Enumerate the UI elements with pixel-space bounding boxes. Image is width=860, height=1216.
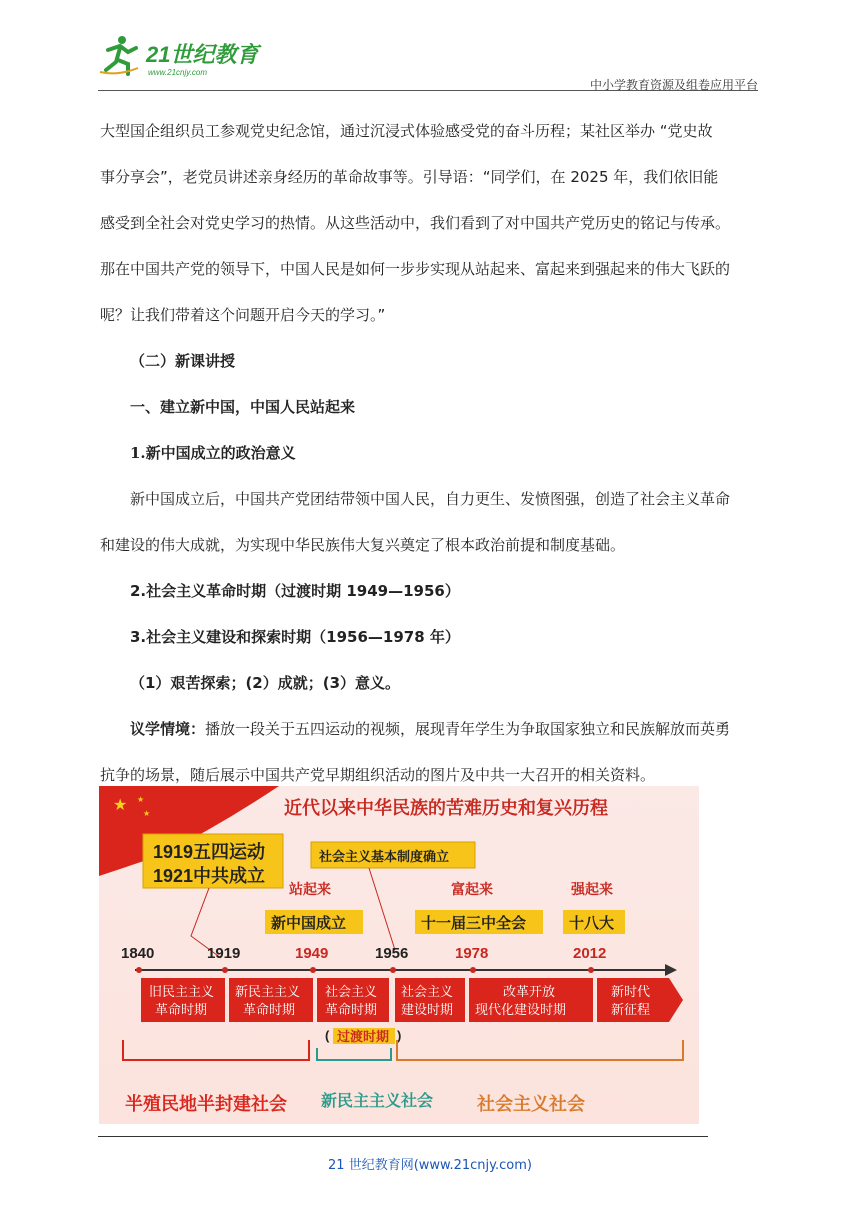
transition-paren: ) (397, 1028, 402, 1043)
axis-tick (390, 967, 396, 973)
platform-name: 中小学教育资源及组卷应用平台 (589, 78, 758, 92)
paragraph-line: 事分享会”，老党员讲述亲身经历的革命故事等。引导语：“同学们，在 2025 年，我们依旧能 (100, 168, 719, 186)
heading-new-lesson: （二）新课讲授 (130, 352, 236, 370)
heading-sub-3-items: （1）艰苦探索；(2）成就；(3）意义。 (130, 674, 401, 692)
footer-divider (98, 1136, 708, 1137)
paragraph-line: 呢？让我们带着这个问题开启今天的学习。” (100, 306, 386, 324)
period-line1: 旧民主主义 (149, 984, 215, 999)
history-timeline-figure (99, 786, 699, 1124)
paragraph-line: 新中国成立后，中国共产党团结带领中国人民，自力更生、发愤图强，创造了社会主义革命 (130, 490, 731, 508)
page-header (98, 28, 758, 90)
axis-tick (470, 967, 476, 973)
box-1919-line2: 1921中共成立 (153, 866, 266, 886)
period-line1: 社会主义 (401, 984, 454, 999)
period-line2: 建设时期 (401, 1002, 454, 1017)
period-line2: 现代化建设时期 (475, 1002, 567, 1017)
period-line1: 社会主义 (325, 984, 378, 999)
year-label: 1949 (295, 945, 329, 962)
society-label: 新民主主义社会 (321, 1093, 434, 1110)
paragraph-line: 抗争的场景，随后展示中国共产党早期组织活动的图片及中共一大召开的相关资料。 (100, 766, 656, 784)
axis-tick (136, 967, 142, 973)
box-basic-system-label: 社会主义基本制度确立 (319, 849, 450, 864)
logo-text: 21世纪教育 (146, 42, 259, 67)
heading-sub-2: 2.社会主义革命时期（过渡时期 1949—1956） (130, 582, 460, 600)
paragraph-line: 大型国企组织员工参观党史纪念馆，通过沉浸式体验感受党的奋斗历程；某社区举办 “党史故 (100, 122, 713, 140)
star-icon: ★ (113, 797, 128, 814)
year-label: 1919 (207, 945, 241, 962)
period-line2: 革命时期 (155, 1002, 208, 1017)
axis-tick (222, 967, 228, 973)
period-line2: 革命时期 (243, 1002, 296, 1017)
year-label: 2012 (573, 945, 607, 962)
figure-title: 近代以来中华民族的苦难历史和复兴历程 (284, 798, 608, 818)
transition-label: 过渡时期 (337, 1029, 390, 1044)
label-stand-up: 站起来 (289, 881, 331, 897)
transition-paren: ( (325, 1028, 330, 1043)
period-line1: 改革开放 (503, 984, 556, 999)
box-18th-label: 十八大 (569, 915, 615, 932)
box-plenum-label: 十一届三中全会 (421, 915, 527, 932)
scenario-line (130, 718, 730, 739)
axis-tick (310, 967, 316, 973)
society-label: 半殖民地半封建社会 (125, 1094, 287, 1114)
paragraph-line: 感受到全社会对党史学习的热情。从这些活动中，我们看到了对中国共产党历史的铭记与传承。 (100, 214, 731, 232)
star-icon: ★ (143, 809, 151, 818)
scenario-text: 播放一段关于五四运动的视频，展现青年学生为争取国家独立和民族解放而英勇 (205, 720, 731, 738)
label-rich: 富起来 (451, 881, 493, 897)
label-strong: 强起来 (571, 881, 613, 897)
scenario-label: 议学情境： (130, 720, 206, 738)
box-prc-label: 新中国成立 (271, 915, 347, 932)
star-icon: ★ (137, 795, 145, 804)
period-line1: 新民主主义 (235, 984, 301, 999)
paragraph-line: 和建设的伟大成就，为实现中华民族伟大复兴奠定了根本政治前提和制度基础。 (100, 536, 626, 554)
box-1919-line1: 1919五四运动 (153, 842, 266, 862)
period-line2: 新征程 (611, 1002, 651, 1017)
heading-sub-1: 1.新中国成立的政治意义 (130, 444, 296, 462)
header-divider (98, 90, 758, 91)
logo-url: www.21cnjy.com (148, 68, 207, 77)
period-line1: 新时代 (611, 984, 651, 999)
axis-tick (588, 967, 594, 973)
period-line2: 革命时期 (325, 1002, 378, 1017)
year-label: 1978 (455, 945, 489, 962)
heading-section-1: 一、建立新中国，中国人民站起来 (130, 398, 356, 416)
paragraph-line: 那在中国共产党的领导下，中国人民是如何一步步实现从站起来、富起来到强起来的伟大飞跃的 (100, 260, 731, 278)
site-logo (98, 32, 268, 80)
year-label: 1956 (375, 945, 409, 962)
society-label: 社会主义社会 (477, 1094, 585, 1114)
footer-link[interactable]: 21 世纪教育网(www.21cnjy.com) (328, 1158, 532, 1173)
runner-icon (100, 36, 138, 74)
year-label: 1840 (121, 945, 155, 962)
heading-sub-3: 3.社会主义建设和探索时期（1956—1978 年） (130, 628, 460, 646)
